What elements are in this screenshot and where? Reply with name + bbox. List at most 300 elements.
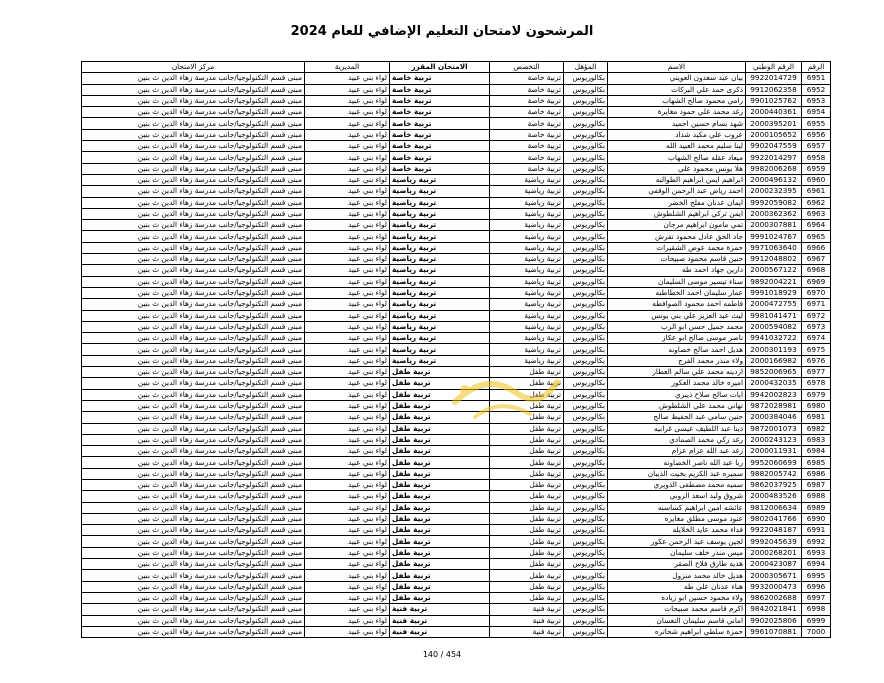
cell-exam-center: مبنى قسم التكنولوجيا/جانب مدرسة زهاء الدين ث بنين <box>82 355 305 366</box>
cell-serial: 6991 <box>802 525 831 536</box>
cell-serial: 6958 <box>802 152 831 163</box>
cell-serial: 6961 <box>802 186 831 197</box>
table-row <box>82 242 831 253</box>
cell-specialization: تربية طفل <box>490 592 564 603</box>
cell-exam: تربية رياضية <box>390 242 490 253</box>
cell-exam-center: مبنى قسم التكنولوجيا/جانب مدرسة زهاء الدين ث بنين <box>82 592 305 603</box>
cell-qualification: بكالوريوس <box>564 559 608 570</box>
table-row <box>82 457 831 468</box>
table-row <box>82 355 831 366</box>
cell-specialization: تربية طفل <box>490 536 564 547</box>
cell-name: ولاء محمود حسين ابو زياده <box>608 592 746 603</box>
cell-directorate: لواء بني عبيد <box>305 208 390 219</box>
cell-name: حمزة محمد عوض الشقيرات <box>608 242 746 253</box>
cell-specialization: تربية طفل <box>490 400 564 411</box>
cell-qualification: بكالوريوس <box>564 615 608 626</box>
table-row <box>82 400 831 411</box>
cell-exam: تربية خاصة <box>390 163 490 174</box>
cell-exam: تربية طفل <box>390 581 490 592</box>
cell-exam-center: مبنى قسم التكنولوجيا/جانب مدرسة زهاء الدين ث بنين <box>82 412 305 423</box>
table-row <box>82 84 831 95</box>
cell-exam: تربية رياضية <box>390 197 490 208</box>
cell-exam-center: مبنى قسم التكنولوجيا/جانب مدرسة زهاء الدين ث بنين <box>82 513 305 524</box>
cell-name: ايمن تركي ابراهيم الشلطوش <box>608 208 746 219</box>
cell-name: فاطمه احمد محمود الصوافطه <box>608 299 746 310</box>
candidates-table <box>81 61 831 638</box>
cell-exam: تربية طفل <box>390 367 490 378</box>
header-exam-center: مركز الامتحان <box>82 62 305 73</box>
cell-directorate: لواء بني عبيد <box>305 321 390 332</box>
cell-name: حمزة سلطي ابراهيم شحاتره <box>608 626 746 637</box>
cell-exam: تربية رياضية <box>390 276 490 287</box>
cell-national-id: 9902025806 <box>746 615 802 626</box>
cell-specialization: تربية رياضية <box>490 265 564 276</box>
table-row <box>82 129 831 140</box>
cell-specialization: تربية طفل <box>490 525 564 536</box>
table-row <box>82 220 831 231</box>
cell-name: تمي مامون ابراهيم مرجان <box>608 220 746 231</box>
cell-national-id: 2000440361 <box>746 107 802 118</box>
cell-exam: تربية طفل <box>390 547 490 558</box>
cell-serial: 6969 <box>802 276 831 287</box>
cell-serial: 6963 <box>802 208 831 219</box>
cell-national-id: 9901025762 <box>746 95 802 106</box>
cell-exam-center: مبنى قسم التكنولوجيا/جانب مدرسة زهاء الدين ث بنين <box>82 276 305 287</box>
cell-specialization: تربية طفل <box>490 446 564 457</box>
cell-exam: تربية طفل <box>390 502 490 513</box>
cell-name: عروب علي مكيد شداد <box>608 129 746 140</box>
table-row <box>82 604 831 615</box>
cell-directorate: لواء بني عبيد <box>305 547 390 558</box>
cell-qualification: بكالوريوس <box>564 592 608 603</box>
cell-serial: 6978 <box>802 378 831 389</box>
cell-directorate: لواء بني عبيد <box>305 491 390 502</box>
cell-exam-center: مبنى قسم التكنولوجيا/جانب مدرسة زهاء الدين ث بنين <box>82 400 305 411</box>
table-body <box>82 73 831 638</box>
cell-directorate: لواء بني عبيد <box>305 265 390 276</box>
cell-exam-center: مبنى قسم التكنولوجيا/جانب مدرسة زهاء الدين ث بنين <box>82 118 305 129</box>
cell-serial: 6973 <box>802 321 831 332</box>
cell-exam-center: مبنى قسم التكنولوجيا/جانب مدرسة زهاء الدين ث بنين <box>82 84 305 95</box>
cell-qualification: بكالوريوس <box>564 423 608 434</box>
table-row <box>82 208 831 219</box>
cell-exam: تربية طفل <box>390 389 490 400</box>
cell-exam-center: مبنى قسم التكنولوجيا/جانب مدرسة زهاء الدين ث بنين <box>82 299 305 310</box>
cell-national-id: 9981041471 <box>746 310 802 321</box>
cell-directorate: لواء بني عبيد <box>305 287 390 298</box>
cell-directorate: لواء بني عبيد <box>305 457 390 468</box>
cell-serial: 6957 <box>802 141 831 152</box>
cell-name: رامي محمود صالح الشهاب <box>608 95 746 106</box>
table-row <box>82 174 831 185</box>
cell-national-id: 9992059082 <box>746 197 802 208</box>
cell-exam: تربية خاصة <box>390 141 490 152</box>
cell-national-id: 2000483526 <box>746 491 802 502</box>
cell-specialization: تربية خاصة <box>490 107 564 118</box>
cell-qualification: بكالوريوس <box>564 581 608 592</box>
cell-specialization: تربية طفل <box>490 581 564 592</box>
cell-directorate: لواء بني عبيد <box>305 95 390 106</box>
header-serial: الرقم <box>802 62 831 73</box>
table-row <box>82 502 831 513</box>
cell-qualification: بكالوريوس <box>564 412 608 423</box>
table-row <box>82 265 831 276</box>
cell-national-id: 2000567122 <box>746 265 802 276</box>
cell-specialization: تربية طفل <box>490 513 564 524</box>
cell-exam-center: مبنى قسم التكنولوجيا/جانب مدرسة زهاء الدين ث بنين <box>82 525 305 536</box>
cell-specialization: تربية رياضية <box>490 231 564 242</box>
cell-directorate: لواء بني عبيد <box>305 412 390 423</box>
cell-directorate: لواء بني عبيد <box>305 276 390 287</box>
cell-directorate: لواء بني عبيد <box>305 299 390 310</box>
cell-serial: 6996 <box>802 581 831 592</box>
cell-qualification: بكالوريوس <box>564 344 608 355</box>
cell-name: عائشه امين ابراهيم كساسبه <box>608 502 746 513</box>
table-row <box>82 615 831 626</box>
cell-name: سميره عبد الكريم بخيت الذيبان <box>608 468 746 479</box>
cell-national-id: 2000268201 <box>746 547 802 558</box>
cell-exam-center: مبنى قسم التكنولوجيا/جانب مدرسة زهاء الدين ث بنين <box>82 457 305 468</box>
cell-exam: تربية طفل <box>390 559 490 570</box>
cell-national-id: 9882005742 <box>746 468 802 479</box>
cell-qualification: بكالوريوس <box>564 626 608 637</box>
cell-specialization: تربية رياضية <box>490 344 564 355</box>
cell-exam-center: مبنى قسم التكنولوجيا/جانب مدرسة زهاء الدين ث بنين <box>82 446 305 457</box>
cell-exam: تربية رياضية <box>390 344 490 355</box>
cell-national-id: 2000232395 <box>746 186 802 197</box>
cell-exam: تربية رياضية <box>390 321 490 332</box>
cell-name: ميس منذر خلف سليمان <box>608 547 746 558</box>
cell-qualification: بكالوريوس <box>564 468 608 479</box>
cell-national-id: 2000395201 <box>746 118 802 129</box>
cell-name: دارين جهاد احمد طه <box>608 265 746 276</box>
cell-national-id: 2000594082 <box>746 321 802 332</box>
cell-exam: تربية رياضية <box>390 208 490 219</box>
cell-name: هديل احمد صالح خصاونه <box>608 344 746 355</box>
cell-specialization: تربية طفل <box>490 468 564 479</box>
table-row <box>82 491 831 502</box>
cell-name: ربا عبد الله ناصر الخصاونه <box>608 457 746 468</box>
cell-exam: تربية خاصة <box>390 152 490 163</box>
cell-national-id: 2000384046 <box>746 412 802 423</box>
cell-national-id: 9872028981 <box>746 400 802 411</box>
cell-directorate: لواء بني عبيد <box>305 118 390 129</box>
cell-serial: 6966 <box>802 242 831 253</box>
cell-national-id: 2000362362 <box>746 208 802 219</box>
cell-directorate: لواء بني عبيد <box>305 592 390 603</box>
table-row <box>82 118 831 129</box>
cell-national-id: 9872001073 <box>746 423 802 434</box>
cell-specialization: تربية رياضية <box>490 174 564 185</box>
cell-name: محمد جميل حسن ابو الرب <box>608 321 746 332</box>
cell-exam: تربية طفل <box>390 423 490 434</box>
cell-exam: تربية طفل <box>390 525 490 536</box>
cell-exam-center: مبنى قسم التكنولوجيا/جانب مدرسة زهاء الدين ث بنين <box>82 479 305 490</box>
cell-serial: 6998 <box>802 604 831 615</box>
cell-directorate: لواء بني عبيد <box>305 434 390 445</box>
cell-exam-center: مبنى قسم التكنولوجيا/جانب مدرسة زهاء الدين ث بنين <box>82 434 305 445</box>
cell-exam: تربية خاصة <box>390 84 490 95</box>
table-row <box>82 367 831 378</box>
cell-national-id: 9912048802 <box>746 254 802 265</box>
cell-name: اميره خالد محمد العكور <box>608 378 746 389</box>
cell-exam-center: مبنى قسم التكنولوجيا/جانب مدرسة زهاء الدين ث بنين <box>82 367 305 378</box>
cell-exam-center: مبنى قسم التكنولوجيا/جانب مدرسة زهاء الدين ث بنين <box>82 615 305 626</box>
table-row <box>82 592 831 603</box>
cell-exam: تربية طفل <box>390 400 490 411</box>
cell-serial: 6951 <box>802 73 831 84</box>
cell-directorate: لواء بني عبيد <box>305 604 390 615</box>
cell-exam-center: مبنى قسم التكنولوجيا/جانب مدرسة زهاء الدين ث بنين <box>82 254 305 265</box>
cell-qualification: بكالوريوس <box>564 513 608 524</box>
cell-qualification: بكالوريوس <box>564 333 608 344</box>
cell-qualification: بكالوريوس <box>564 479 608 490</box>
cell-qualification: بكالوريوس <box>564 265 608 276</box>
cell-name: هديل خالد محمد منزول <box>608 570 746 581</box>
cell-directorate: لواء بني عبيد <box>305 84 390 95</box>
table-row <box>82 581 831 592</box>
table-row <box>82 536 831 547</box>
cell-directorate: لواء بني عبيد <box>305 242 390 253</box>
cell-serial: 6992 <box>802 536 831 547</box>
cell-serial: 6962 <box>802 197 831 208</box>
cell-qualification: بكالوريوس <box>564 389 608 400</box>
table-row <box>82 412 831 423</box>
table-row <box>82 231 831 242</box>
cell-national-id: 2000307881 <box>746 220 802 231</box>
cell-qualification: بكالوريوس <box>564 197 608 208</box>
cell-specialization: تربية رياضية <box>490 254 564 265</box>
cell-exam-center: مبنى قسم التكنولوجيا/جانب مدرسة زهاء الدين ث بنين <box>82 242 305 253</box>
cell-exam: تربية طفل <box>390 412 490 423</box>
cell-directorate: لواء بني عبيد <box>305 468 390 479</box>
cell-serial: 6955 <box>802 118 831 129</box>
cell-serial: 7000 <box>802 626 831 637</box>
cell-serial: 6989 <box>802 502 831 513</box>
cell-exam: تربية طفل <box>390 491 490 502</box>
cell-national-id: 9942002823 <box>746 389 802 400</box>
cell-serial: 6953 <box>802 95 831 106</box>
cell-exam: تربية رياضية <box>390 186 490 197</box>
cell-qualification: بكالوريوس <box>564 547 608 558</box>
table-row <box>82 254 831 265</box>
cell-name: شروق وليد اسعد الزوبي <box>608 491 746 502</box>
table-row <box>82 321 831 332</box>
cell-name: حنين سامي عبد الحفيظ صالح <box>608 412 746 423</box>
cell-specialization: تربية خاصة <box>490 141 564 152</box>
cell-national-id: 9812006634 <box>746 502 802 513</box>
cell-serial: 6965 <box>802 231 831 242</box>
header-specialization: التخصص <box>490 62 564 73</box>
cell-specialization: تربية رياضية <box>490 321 564 332</box>
cell-national-id: 9971063640 <box>746 242 802 253</box>
cell-exam-center: مبنى قسم التكنولوجيا/جانب مدرسة زهاء الدين ث بنين <box>82 333 305 344</box>
cell-exam: تربية رياضية <box>390 231 490 242</box>
table-header-row <box>82 62 831 73</box>
table-row <box>82 107 831 118</box>
cell-qualification: بكالوريوس <box>564 141 608 152</box>
table-row <box>82 310 831 321</box>
cell-qualification: بكالوريوس <box>564 186 608 197</box>
cell-specialization: تربية رياضية <box>490 276 564 287</box>
cell-specialization: تربية فنية <box>490 615 564 626</box>
header-name: الاسم <box>608 62 746 73</box>
table-row <box>82 152 831 163</box>
cell-qualification: بكالوريوس <box>564 242 608 253</box>
cell-serial: 6968 <box>802 265 831 276</box>
cell-serial: 6956 <box>802 129 831 140</box>
cell-exam-center: مبنى قسم التكنولوجيا/جانب مدرسة زهاء الدين ث بنين <box>82 129 305 140</box>
cell-specialization: تربية فنية <box>490 626 564 637</box>
cell-name: سناء تيسير موسى السليمان <box>608 276 746 287</box>
table-row <box>82 378 831 389</box>
cell-qualification: بكالوريوس <box>564 152 608 163</box>
table-row <box>82 95 831 106</box>
cell-qualification: بكالوريوس <box>564 457 608 468</box>
cell-name: احمد رياض عبد الرحمن الوقفي <box>608 186 746 197</box>
cell-serial: 6975 <box>802 344 831 355</box>
cell-national-id: 9902047559 <box>746 141 802 152</box>
cell-qualification: بكالوريوس <box>564 107 608 118</box>
cell-serial: 6987 <box>802 479 831 490</box>
cell-specialization: تربية خاصة <box>490 84 564 95</box>
cell-specialization: تربية طفل <box>490 378 564 389</box>
cell-name: رغد محمد علي حمود مغايرة <box>608 107 746 118</box>
cell-exam: تربية فنية <box>390 615 490 626</box>
cell-name: رغد زكي محمد الصمادي <box>608 434 746 445</box>
cell-specialization: تربية طفل <box>490 434 564 445</box>
table-row <box>82 287 831 298</box>
table-row <box>82 468 831 479</box>
cell-national-id: 9852006965 <box>746 367 802 378</box>
cell-serial: 6952 <box>802 84 831 95</box>
cell-exam-center: مبنى قسم التكنولوجيا/جانب مدرسة زهاء الدين ث بنين <box>82 310 305 321</box>
cell-name: هديه طارق فلاح الصقر <box>608 559 746 570</box>
cell-national-id: 9802041766 <box>746 513 802 524</box>
cell-qualification: بكالوريوس <box>564 604 608 615</box>
cell-specialization: تربية رياضية <box>490 197 564 208</box>
cell-specialization: تربية طفل <box>490 412 564 423</box>
cell-exam: تربية رياضية <box>390 220 490 231</box>
cell-exam: تربية طفل <box>390 570 490 581</box>
cell-directorate: لواء بني عبيد <box>305 389 390 400</box>
cell-name: هلا يونس محمود علي <box>608 163 746 174</box>
cell-directorate: لواء بني عبيد <box>305 231 390 242</box>
cell-exam: تربية رياضية <box>390 333 490 344</box>
cell-directorate: لواء بني عبيد <box>305 163 390 174</box>
cell-qualification: بكالوريوس <box>564 254 608 265</box>
cell-name: ليث عبد العزيز علي بني يونس <box>608 310 746 321</box>
cell-exam-center: مبنى قسم التكنولوجيا/جانب مدرسة زهاء الدين ث بنين <box>82 186 305 197</box>
cell-exam-center: مبنى قسم التكنولوجيا/جانب مدرسة زهاء الدين ث بنين <box>82 491 305 502</box>
table-row <box>82 344 831 355</box>
cell-exam-center: مبنى قسم التكنولوجيا/جانب مدرسة زهاء الدين ث بنين <box>82 73 305 84</box>
cell-specialization: تربية طفل <box>490 367 564 378</box>
cell-directorate: لواء بني عبيد <box>305 570 390 581</box>
cell-exam-center: مبنى قسم التكنولوجيا/جانب مدرسة زهاء الدين ث بنين <box>82 547 305 558</box>
table-row <box>82 570 831 581</box>
cell-qualification: بكالوريوس <box>564 276 608 287</box>
cell-national-id: 2000423087 <box>746 559 802 570</box>
cell-qualification: بكالوريوس <box>564 491 608 502</box>
cell-name: لينا سليم محمد العبيد الله <box>608 141 746 152</box>
cell-national-id: 9961070881 <box>746 626 802 637</box>
cell-directorate: لواء بني عبيد <box>305 502 390 513</box>
cell-serial: 6982 <box>802 423 831 434</box>
cell-specialization: تربية رياضية <box>490 220 564 231</box>
cell-serial: 6970 <box>802 287 831 298</box>
cell-name: ابراهيم ايمن ابراهيم الطوالبه <box>608 174 746 185</box>
cell-qualification: بكالوريوس <box>564 355 608 366</box>
cell-exam: تربية طفل <box>390 592 490 603</box>
cell-directorate: لواء بني عبيد <box>305 186 390 197</box>
cell-directorate: لواء بني عبيد <box>305 344 390 355</box>
cell-serial: 6985 <box>802 457 831 468</box>
cell-qualification: بكالوريوس <box>564 220 608 231</box>
cell-exam: تربية خاصة <box>390 95 490 106</box>
cell-national-id: 9952060699 <box>746 457 802 468</box>
table-row <box>82 434 831 445</box>
cell-exam-center: مبنى قسم التكنولوجيا/جانب مدرسة زهاء الدين ث بنين <box>82 265 305 276</box>
cell-serial: 6984 <box>802 446 831 457</box>
cell-qualification: بكالوريوس <box>564 536 608 547</box>
cell-exam: تربية رياضية <box>390 299 490 310</box>
cell-national-id: 9932000473 <box>746 581 802 592</box>
cell-qualification: بكالوريوس <box>564 367 608 378</box>
table-row <box>82 479 831 490</box>
cell-exam-center: مبنى قسم التكنولوجيا/جانب مدرسة زهاء الدين ث بنين <box>82 141 305 152</box>
cell-directorate: لواء بني عبيد <box>305 536 390 547</box>
cell-exam: تربية طفل <box>390 446 490 457</box>
cell-exam: تربية فنية <box>390 604 490 615</box>
cell-exam-center: مبنى قسم التكنولوجيا/جانب مدرسة زهاء الدين ث بنين <box>82 152 305 163</box>
cell-exam-center: مبنى قسم التكنولوجيا/جانب مدرسة زهاء الدين ث بنين <box>82 604 305 615</box>
cell-national-id: 9912062358 <box>746 84 802 95</box>
cell-exam-center: مبنى قسم التكنولوجيا/جانب مدرسة زهاء الدين ث بنين <box>82 389 305 400</box>
table-row <box>82 141 831 152</box>
cell-name: جاد الحق عادل محمود نفرش <box>608 231 746 242</box>
cell-specialization: تربية رياضية <box>490 299 564 310</box>
cell-qualification: بكالوريوس <box>564 400 608 411</box>
cell-name: ذكرى حمد علي البركات <box>608 84 746 95</box>
cell-name: تهاني محمد علي الشلطوش <box>608 400 746 411</box>
cell-qualification: بكالوريوس <box>564 73 608 84</box>
cell-qualification: بكالوريوس <box>564 525 608 536</box>
cell-name: بيان عبد سعدون العويني <box>608 73 746 84</box>
cell-national-id: 9892004221 <box>746 276 802 287</box>
cell-specialization: تربية طفل <box>490 559 564 570</box>
cell-qualification: بكالوريوس <box>564 299 608 310</box>
cell-national-id: 9922048187 <box>746 525 802 536</box>
cell-specialization: تربية خاصة <box>490 152 564 163</box>
page-title: المرشحون لامتحان التعليم الإضافي للعام 2024 <box>290 24 594 39</box>
cell-serial: 6964 <box>802 220 831 231</box>
cell-qualification: بكالوريوس <box>564 321 608 332</box>
table-row <box>82 197 831 208</box>
cell-qualification: بكالوريوس <box>564 287 608 298</box>
cell-serial: 6981 <box>802 412 831 423</box>
cell-specialization: تربية رياضية <box>490 208 564 219</box>
cell-directorate: لواء بني عبيد <box>305 378 390 389</box>
cell-directorate: لواء بني عبيد <box>305 197 390 208</box>
table-row <box>82 423 831 434</box>
table-row <box>82 333 831 344</box>
cell-qualification: بكالوريوس <box>564 129 608 140</box>
cell-serial: 6986 <box>802 468 831 479</box>
cell-name: شهد بسام حسين احميد <box>608 118 746 129</box>
cell-exam: تربية رياضية <box>390 174 490 185</box>
cell-exam-center: مبنى قسم التكنولوجيا/جانب مدرسة زهاء الدين ث بنين <box>82 581 305 592</box>
